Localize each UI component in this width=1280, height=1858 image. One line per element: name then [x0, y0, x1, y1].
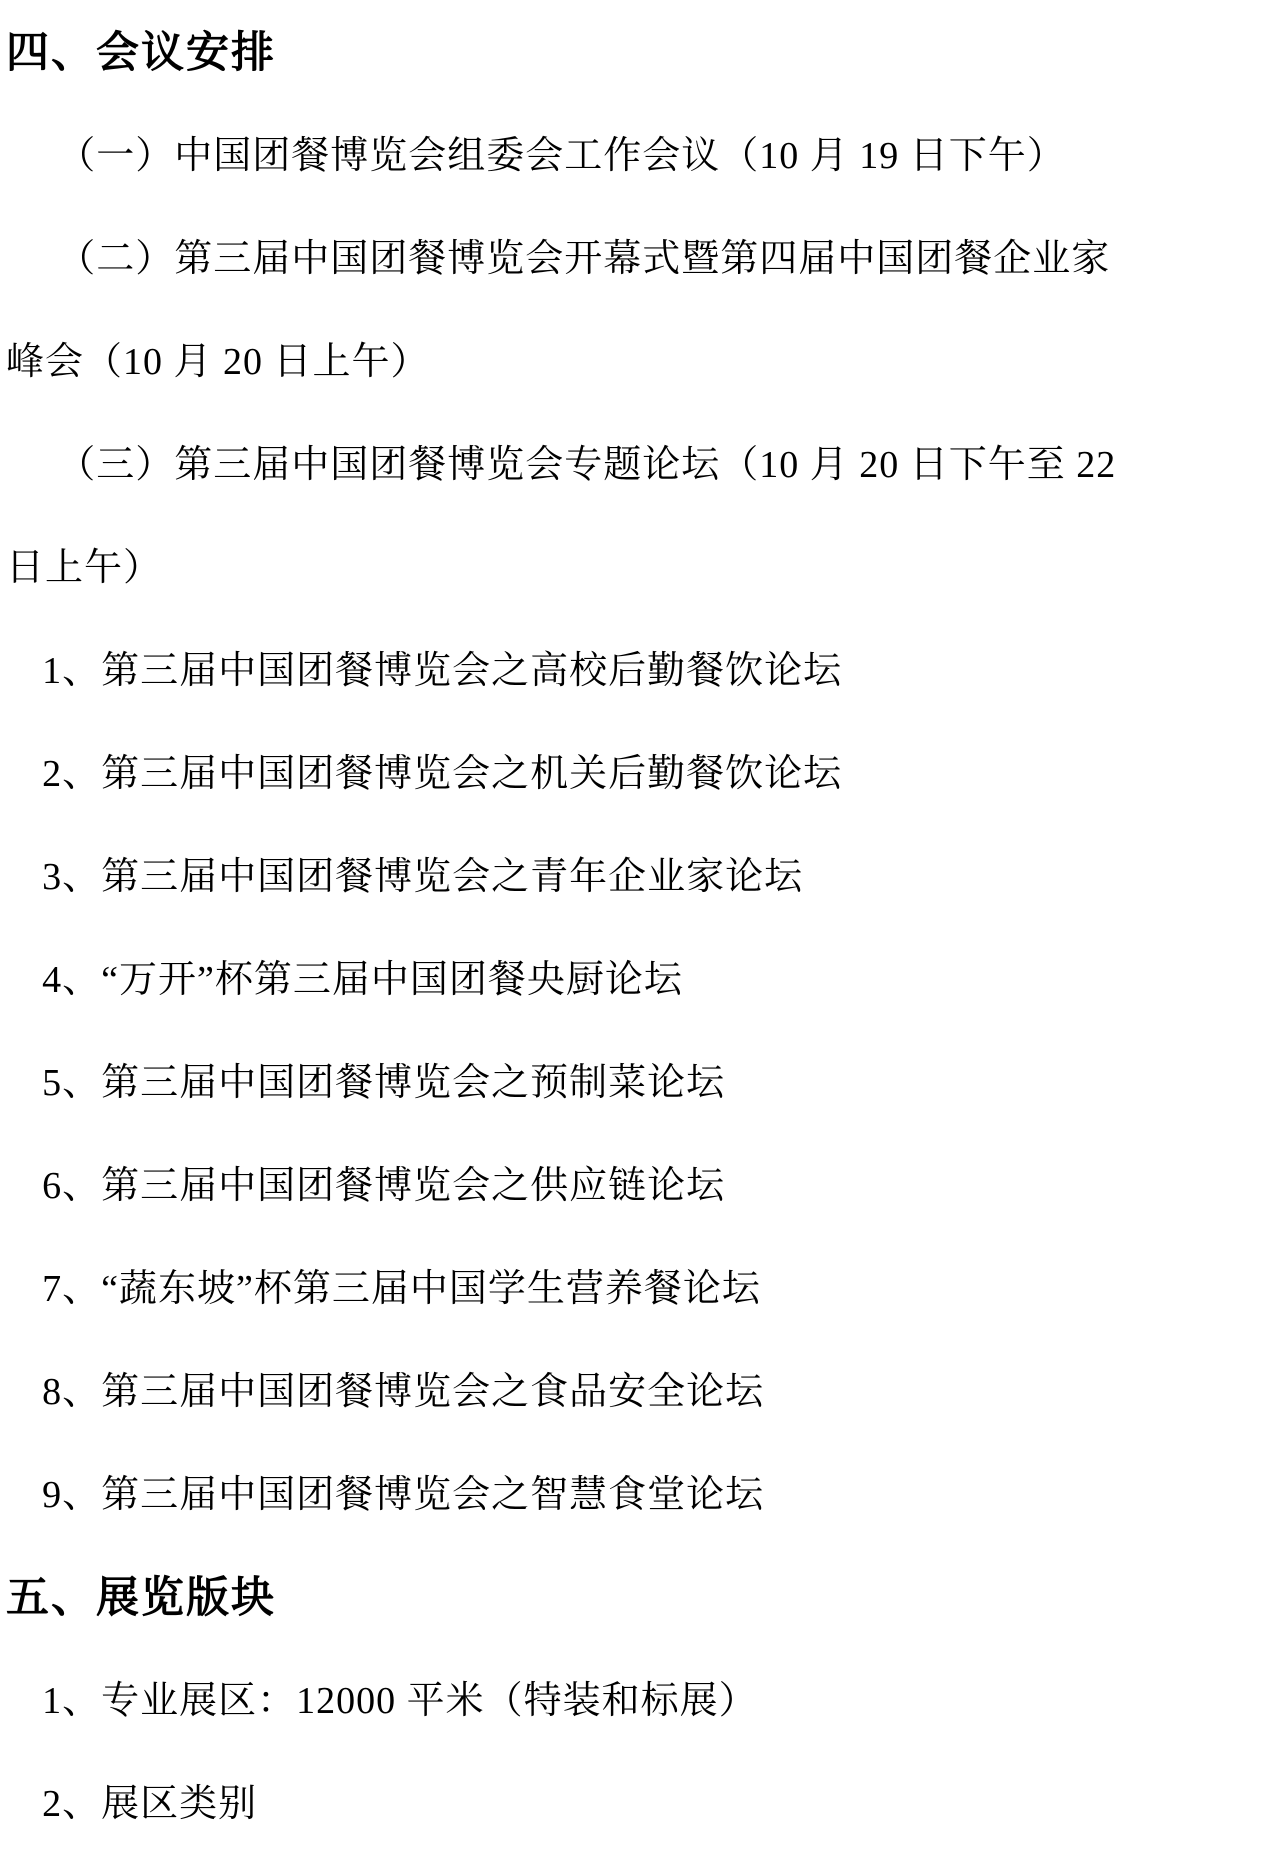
meeting-2-text-line-2: 峰会（10 月 20 日上午） — [6, 341, 430, 383]
meeting-3-text-line-1: （三）第三届中国团餐博览会专题论坛（10 月 20 日下午至 22 — [57, 444, 1117, 486]
forum-item-8: 8、第三届中国团餐博览会之食品安全论坛 — [42, 1371, 765, 1413]
forum-item-4: 4、“万开”杯第三届中国团餐央厨论坛 — [42, 959, 683, 1001]
forum-item-6: 6、第三届中国团餐博览会之供应链论坛 — [42, 1165, 726, 1207]
exhibition-item-1: 1、专业展区：12000 平米（特装和标展） — [42, 1680, 758, 1722]
forum-item-3: 3、第三届中国团餐博览会之青年企业家论坛 — [42, 856, 804, 898]
meeting-3-text-line-2: 日上午） — [6, 547, 163, 589]
section-meetings-heading: 四、会议安排 — [6, 30, 276, 77]
forum-item-9: 9、第三届中国团餐博览会之智慧食堂论坛 — [42, 1474, 765, 1516]
section-exhibition-heading: 五、展览版块 — [6, 1575, 276, 1622]
forum-item-2: 2、第三届中国团餐博览会之机关后勤餐饮论坛 — [42, 753, 843, 795]
forum-item-1: 1、第三届中国团餐博览会之高校后勤餐饮论坛 — [42, 650, 843, 692]
forum-item-7: 7、“蔬东坡”杯第三届中国学生营养餐论坛 — [42, 1268, 761, 1310]
meeting-2-text-line-1: （二）第三届中国团餐博览会开幕式暨第四届中国团餐企业家 — [57, 238, 1111, 280]
forum-item-5: 5、第三届中国团餐博览会之预制菜论坛 — [42, 1062, 726, 1104]
exhibition-item-2: 2、展区类别 — [42, 1783, 258, 1825]
meeting-1-text: （一）中国团餐博览会组委会工作会议（10 月 19 日下午） — [57, 135, 1066, 177]
